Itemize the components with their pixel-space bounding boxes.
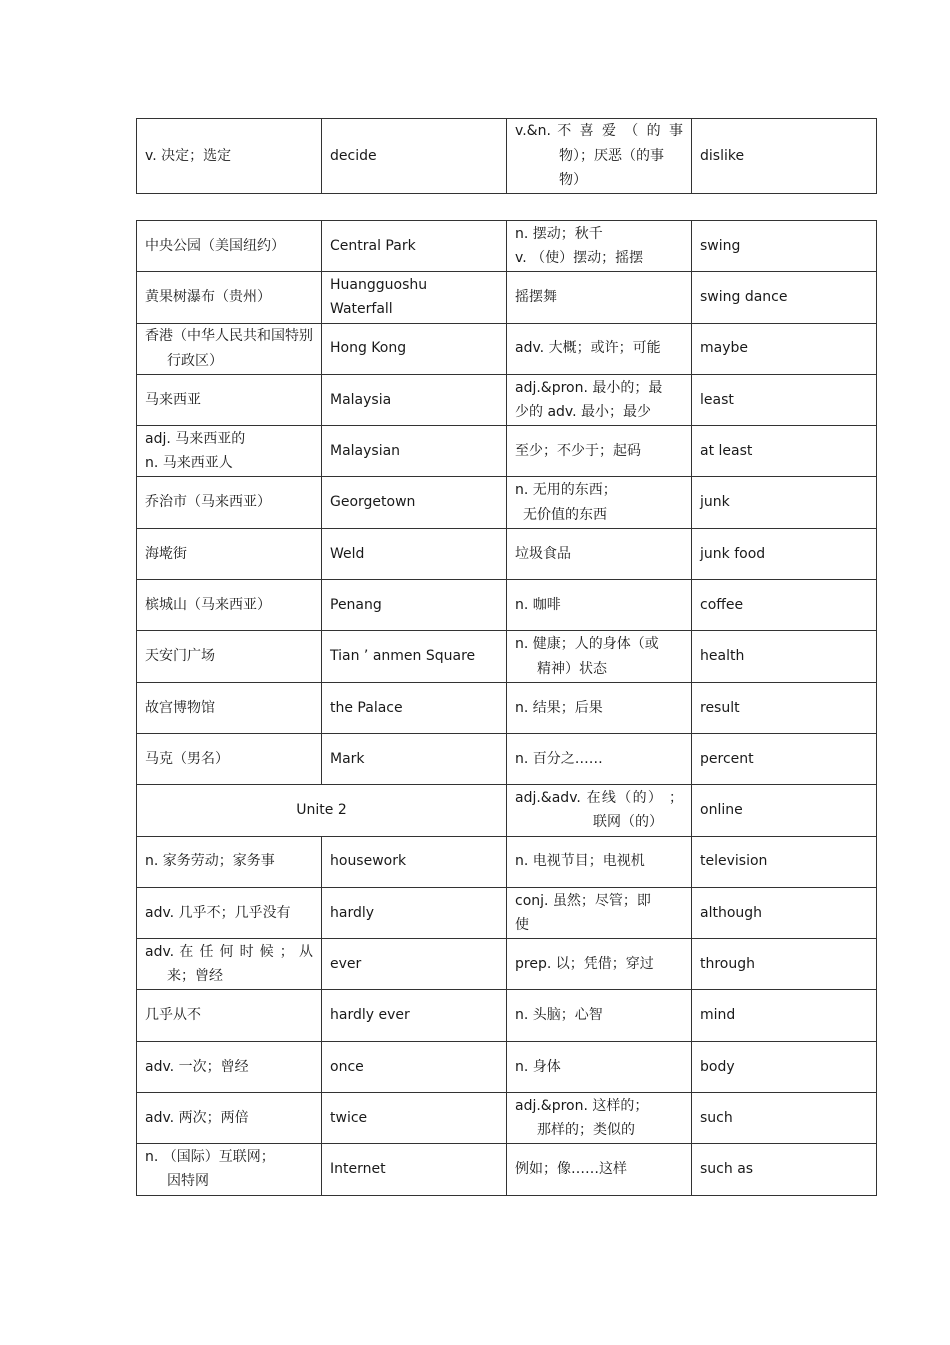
cell-line: 无价值的东西 [523,506,607,523]
en-cell: online [692,785,877,836]
cell-line: 使 [515,917,529,933]
en-cell: Hong Kong [322,323,507,374]
cell-line: adj.&pron. 这样的； [515,1097,649,1114]
en-cell: junk [692,477,877,528]
cn-cell [137,939,322,990]
en-cell: hardly ever [322,990,507,1041]
en-cell: the Palace [322,682,507,733]
table-row [137,1041,877,1092]
table-row [137,528,877,579]
cell-line: n. 马来西亚人 [145,455,233,472]
cn-cell: 马来西亚 [137,374,322,425]
cn-cell: 槟城山（马来西亚） [137,580,322,631]
en-cell: least [692,374,877,425]
en-cell: once [322,1041,507,1092]
table-row [137,477,877,528]
cn-cell: 黄果树瀑布（贵州） [137,272,322,323]
cell-line: 少的 adv. 最小；最少 [515,404,652,421]
cn-cell: adv. 几乎不；几乎没有 [137,887,322,938]
table-row [137,221,877,272]
cell-line: adj.&pron. 最小的；最 [515,379,663,396]
cn-cell: prep. 以；凭借；穿过 [507,939,692,990]
section-row [137,785,877,836]
vocab-table-top [136,118,877,194]
cn-cell [137,426,322,477]
cn-cell: 例如；像……这样 [507,1144,692,1195]
en-cell: percent [692,733,877,784]
vocab-table-main [136,220,877,1196]
en-cell: maybe [692,323,877,374]
table-row [137,887,877,938]
cn-cell [507,221,692,272]
cell-line: n. 无用的东西； [515,482,617,499]
table-row [137,426,877,477]
en-cell: result [692,682,877,733]
cn-cell: 海墘街 [137,528,322,579]
en-cell: Penang [322,580,507,631]
cn-cell: 天安门广场 [137,631,322,682]
en-cell: ever [322,939,507,990]
en-cell: television [692,836,877,887]
en-cell: Malaysia [322,374,507,425]
table-row [137,580,877,631]
cn-cell: n. 家务劳动；家务事 [137,836,322,887]
en-cell: coffee [692,580,877,631]
cn-cell: n. 电视节目；电视机 [507,836,692,887]
cell-line: 因特网 [167,1173,209,1190]
en-cell: mind [692,990,877,1041]
cn-cell: adv. 大概；或许；可能 [507,323,692,374]
en-cell: body [692,1041,877,1092]
cn-cell [507,374,692,425]
cell-line: v.&n. 不 喜 爱 （ 的 事 [515,123,683,140]
cn-cell: 故宫博物馆 [137,682,322,733]
en-cell [322,272,507,323]
cn-cell: 乔治市（马来西亚） [137,477,322,528]
en-cell: at least [692,426,877,477]
cell-line: adj.&adv. 在线（的） ； [515,789,683,806]
cell-line: n. （国际）互联网； [145,1148,275,1165]
cn-cell [507,887,692,938]
en-cell: Malaysian [322,426,507,477]
cn-cell: v. 决定；选定 [137,119,322,194]
table-row [137,836,877,887]
en-cell: dislike [692,119,877,194]
en-cell: decide [322,119,507,194]
cn-cell [507,1093,692,1144]
en-cell: junk food [692,528,877,579]
table-row [137,272,877,323]
en-cell: Mark [322,733,507,784]
en-cell: health [692,631,877,682]
table-row [137,119,877,194]
cell-line: 来；曾经 [167,968,223,985]
cn-cell: 摇摆舞 [507,272,692,323]
en-cell: through [692,939,877,990]
cell-line: n. 健康；人的身体（或 [515,636,659,653]
cn-cell: 垃圾食品 [507,528,692,579]
cell-line: 香港（中华人民共和国特别 [145,328,313,345]
cell-line: conj. 虽然；尽管；即 [515,892,651,909]
en-cell: Tian ’ anmen Square [322,631,507,682]
table-row [137,631,877,682]
table-row [137,990,877,1041]
cn-cell: adv. 两次；两倍 [137,1093,322,1144]
cn-cell: n. 头脑；心智 [507,990,692,1041]
cell-line: Huangguoshu [330,276,428,293]
cn-cell [507,119,692,194]
en-cell: Central Park [322,221,507,272]
table-row [137,323,877,374]
en-cell: housework [322,836,507,887]
cell-line: v. （使）摆动；摇摆 [515,250,644,267]
en-cell: twice [322,1093,507,1144]
table-row [137,733,877,784]
cell-line: 精神）状态 [537,660,607,677]
cell-line: Waterfall [330,301,393,318]
cn-cell [507,785,692,836]
cn-cell: adv. 一次；曾经 [137,1041,322,1092]
cn-cell [507,477,692,528]
cell-line: adv. 在 任 何 时 候 ； 从 [145,943,313,960]
table-row [137,939,877,990]
table-row [137,374,877,425]
en-cell: swing [692,221,877,272]
cn-cell [137,1144,322,1195]
en-cell: Internet [322,1144,507,1195]
cn-cell: 马克（男名） [137,733,322,784]
cn-cell: n. 百分之…… [507,733,692,784]
en-cell: although [692,887,877,938]
table-row [137,1093,877,1144]
en-cell: hardly [322,887,507,938]
cell-line: 联网（的） [593,814,663,831]
en-cell: Georgetown [322,477,507,528]
section-heading: Unite 2 [137,785,507,836]
en-cell: such [692,1093,877,1144]
cn-cell [137,323,322,374]
en-cell: Weld [322,528,507,579]
cn-cell: n. 结果；后果 [507,682,692,733]
en-cell: swing dance [692,272,877,323]
cell-line: 那样的；类似的 [537,1122,635,1139]
cell-line: adj. 马来西亚的 [145,430,246,447]
cn-cell: n. 咖啡 [507,580,692,631]
table-row [137,1144,877,1195]
en-cell: such as [692,1144,877,1195]
cell-line: 物） [559,172,587,189]
cell-line: n. 摆动；秋千 [515,225,603,242]
cell-line: 物）；厌恶（的事 [559,147,664,164]
cn-cell: 几乎从不 [137,990,322,1041]
cn-cell: 中央公园（美国纽约） [137,221,322,272]
cn-cell: n. 身体 [507,1041,692,1092]
cn-cell [507,631,692,682]
table-row [137,682,877,733]
cn-cell: 至少；不少于；起码 [507,426,692,477]
cell-line: 行政区） [167,352,223,369]
